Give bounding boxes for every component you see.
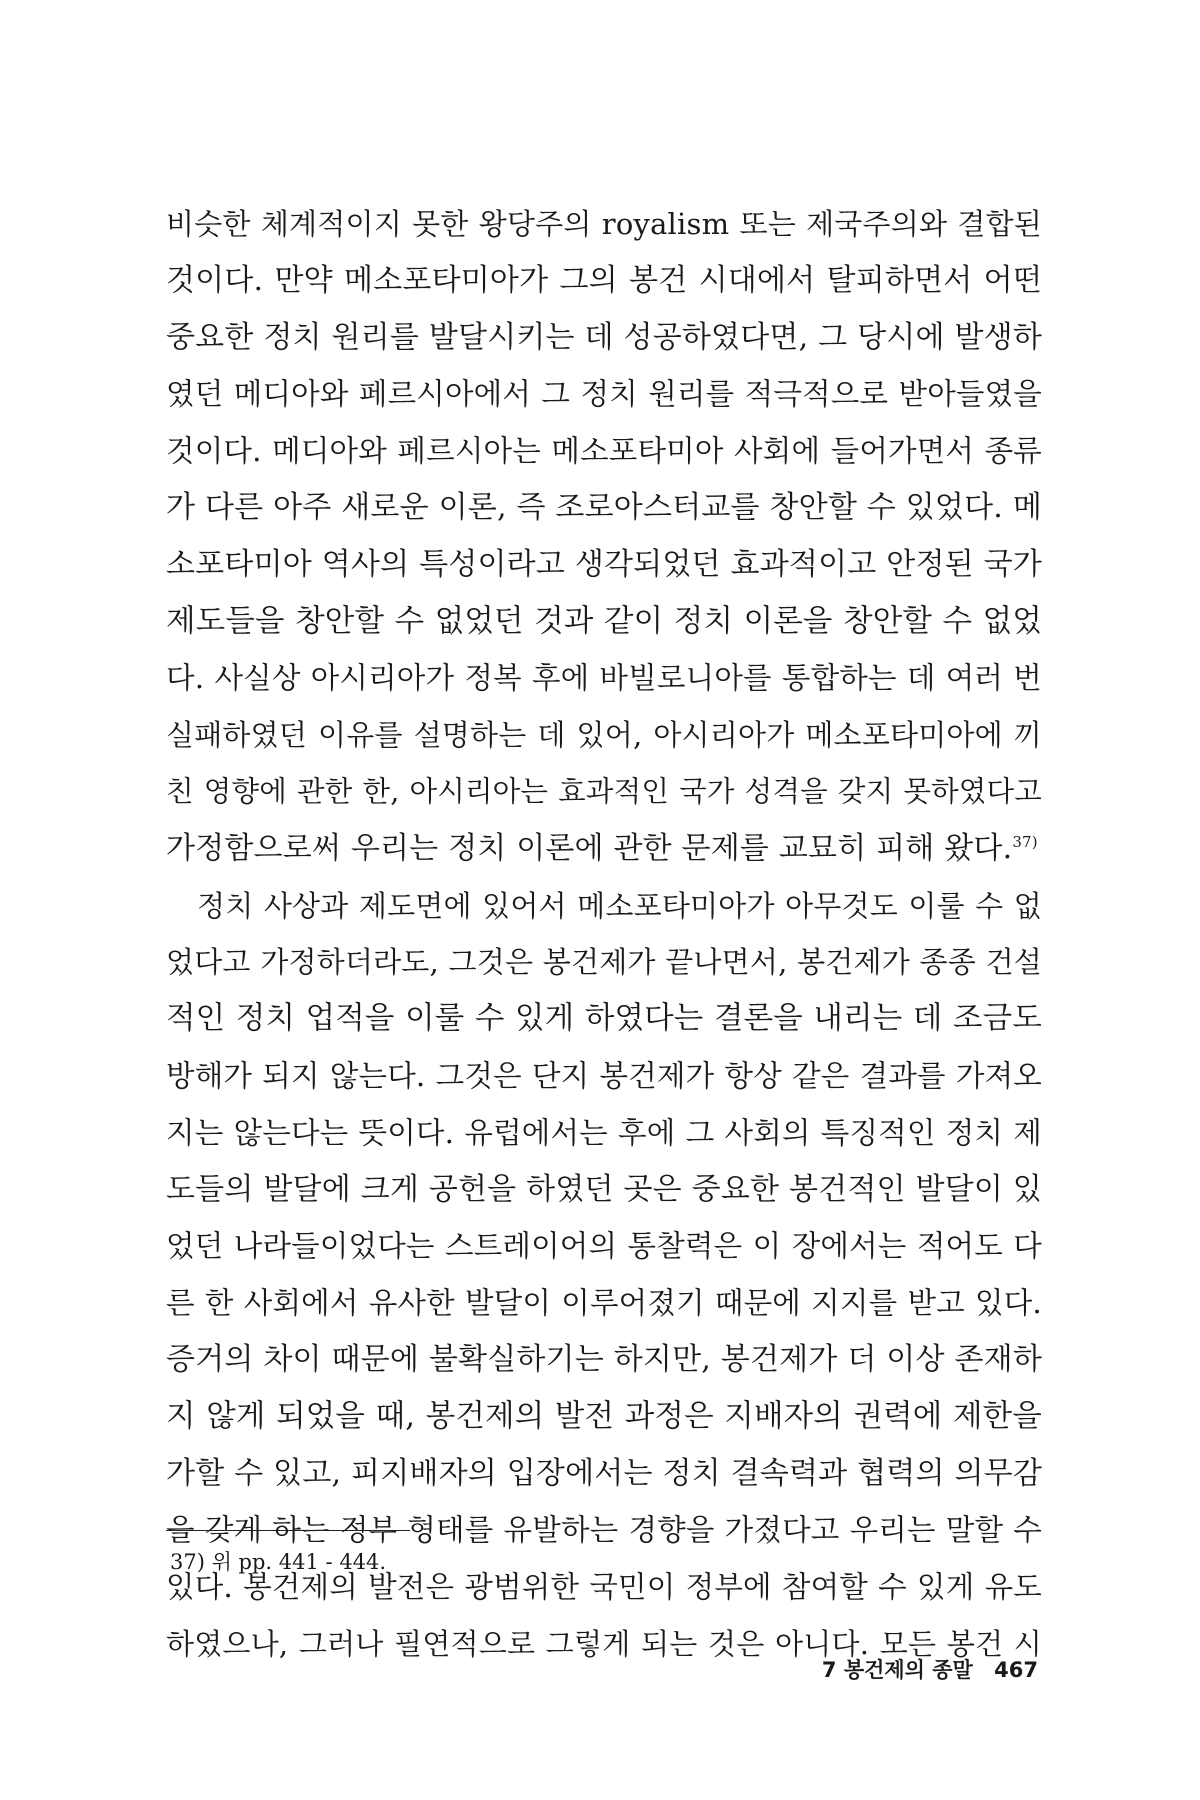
text-line: 제도들을 창안할 수 없었던 것과 같이 정치 이론을 창안할 수 없었 <box>166 603 1042 639</box>
text-line: 른 한 사회에서 유사한 발달이 이루어졌기 때문에 지지를 받고 있다. <box>166 1286 1042 1321</box>
footnote-divider <box>166 1530 410 1531</box>
text-line: 실패하였던 이유를 설명하는 데 있어, 아시리아가 메소포타미아에 끼 <box>166 718 1042 753</box>
text-line: 다. 사실상 아시리아가 정복 후에 바빌로니아를 통합하는 데 여러 번 <box>166 661 1042 696</box>
body-text <box>166 196 1042 1673</box>
text-line: 을 갖게 하는 정부 형태를 유발하는 경향을 가졌다고 우리는 말할 수 <box>166 1513 1042 1548</box>
text-line: 있다. 봉건제의 발전은 광범위한 국민이 정부에 참여할 수 있게 유도 <box>166 1570 1042 1605</box>
paragraph-end-text: 가정함으로써 우리는 정치 이론에 관한 문제를 교묘히 피해 왔다. <box>166 830 1013 866</box>
text-line: 소포타미아 역사의 특성이라고 생각되었던 효과적이고 안정된 국가 <box>166 546 1042 582</box>
text-line-last <box>166 821 1042 878</box>
text-line: 비슷한 체계적이지 못한 왕당주의 royalism 또는 제국주의와 결합된 <box>166 207 1042 241</box>
text-line: 가 다른 아주 새로운 이론, 즉 조로아스터교를 창안할 수 있었다. 메 <box>166 489 1042 525</box>
text-line: 친 영향에 관한 한, 아시리아는 효과적인 국가 성격을 갖지 못하였다고 <box>166 774 1042 808</box>
text-line: 중요한 정치 원리를 발달시키는 데 성공하였다면, 그 당시에 발생하 <box>166 319 1042 355</box>
text-line: 지 않게 되었을 때, 봉건제의 발전 과정은 지배자의 권력에 제한을 <box>166 1398 1042 1434</box>
text-line: 방해가 되지 않는다. 그것은 단지 봉건제가 항상 같은 결과를 가져오 <box>166 1058 1042 1093</box>
text-line: 였던 메디아와 페르시아에서 그 정치 원리를 적극적으로 받아들였을 <box>166 377 1042 412</box>
running-chapter-title: 7 봉건제의 종말 <box>821 1658 973 1682</box>
text-line: 것이다. 메디아와 페르시아는 메소포타미아 사회에 들어가면서 종류 <box>166 434 1042 469</box>
text-line: 었던 나라들이었다는 스트레이어의 통찰력은 이 장에서는 적어도 다 <box>166 1229 1042 1264</box>
page-footer <box>822 1654 1038 1684</box>
text-line: 었다고 가정하더라도, 그것은 봉건제가 끝나면서, 봉건제가 종종 건설 <box>166 945 1042 980</box>
text-line: 증거의 차이 때문에 불확실하기는 하지만, 봉건제가 더 이상 존재하 <box>166 1341 1042 1377</box>
footnote-reference: 37) <box>1012 832 1038 851</box>
page-number: 467 <box>994 1658 1038 1682</box>
text-line: 도들의 발달에 크게 공헌을 하였던 곳은 중요한 봉건적인 발달이 있 <box>166 1171 1042 1207</box>
text-line: 것이다. 만약 메소포타미아가 그의 봉건 시대에서 탈피하면서 어떤 <box>166 262 1042 298</box>
text-line: 지는 않는다는 뜻이다. 유럽에서는 후에 그 사회의 특징적인 정치 제 <box>166 1115 1042 1150</box>
footnote: 37) 위 pp. 441 - 444. <box>170 1550 387 1574</box>
text-line: 하였으나, 그러나 필연적으로 그렇게 되는 것은 아니다. 모든 봉건 시 <box>166 1626 1042 1661</box>
text-line-indented: 정치 사상과 제도면에 있어서 메소포타미아가 아무것도 이룰 수 없 <box>197 888 1042 923</box>
text-line: 가할 수 있고, 피지배자의 입장에서는 정치 결속력과 협력의 의무감 <box>166 1455 1042 1491</box>
text-line: 적인 정치 업적을 이룰 수 있게 하였다는 결론을 내리는 데 조금도 <box>166 1001 1042 1037</box>
